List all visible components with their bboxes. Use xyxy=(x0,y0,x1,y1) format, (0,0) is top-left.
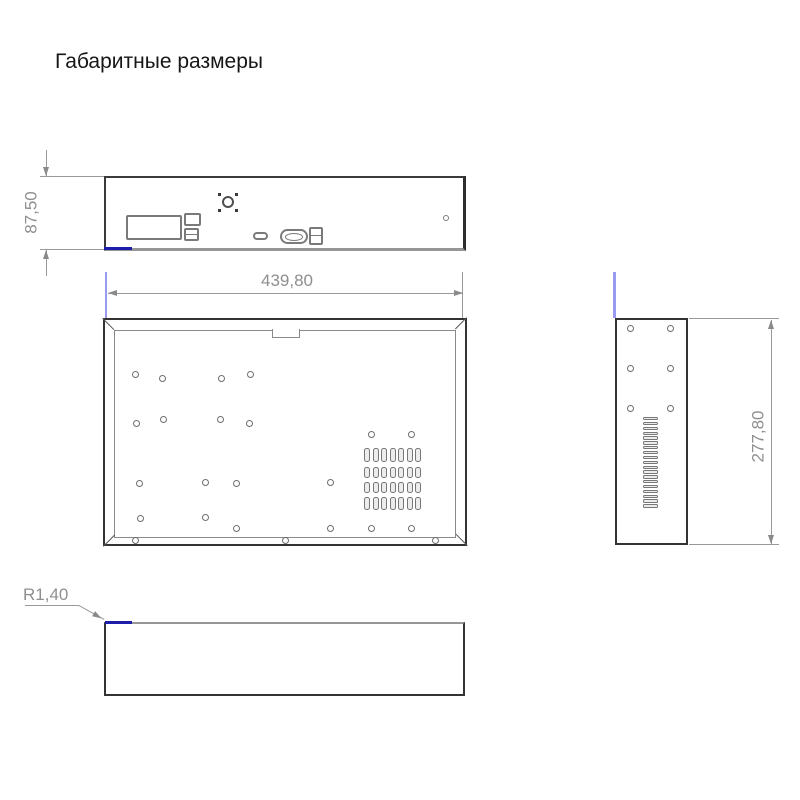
ring-screw-dot xyxy=(235,193,238,196)
vent-slot xyxy=(364,448,370,462)
fan-ring-icon xyxy=(222,196,234,208)
dim-arrow xyxy=(108,290,117,296)
vent-slot xyxy=(390,467,396,478)
screw-hole xyxy=(133,420,140,427)
top-view-inner-edge xyxy=(114,330,456,538)
screw-hole xyxy=(667,405,674,412)
top-edge-notch xyxy=(272,329,300,338)
vent-slot xyxy=(390,482,396,493)
screw-hole xyxy=(218,375,225,382)
vent-slot xyxy=(643,504,658,507)
ext-line-bottom xyxy=(689,544,779,545)
vent-slot xyxy=(415,482,421,493)
dim-line-horizontal xyxy=(108,293,463,294)
ring-screw-dot xyxy=(218,193,221,196)
vent-slot xyxy=(364,482,370,493)
height-dimension-label: 87,50 xyxy=(21,191,41,234)
screw-hole xyxy=(368,431,375,438)
vent-slot xyxy=(381,497,387,510)
vent-slot xyxy=(381,467,387,478)
screw-hole xyxy=(327,479,334,486)
screw-hole xyxy=(217,416,224,423)
ext-line-right xyxy=(462,272,463,318)
screw-hole xyxy=(233,480,240,487)
screw-hole xyxy=(327,525,334,532)
vent-slot xyxy=(364,497,370,510)
vent-slot xyxy=(415,497,421,510)
screw-hole xyxy=(202,514,209,521)
vent-slot xyxy=(398,448,404,462)
vent-slot xyxy=(643,441,658,444)
vent-slot xyxy=(398,482,404,493)
screw-hole xyxy=(136,480,143,487)
front-highlight-edge xyxy=(104,247,132,250)
vent-slot xyxy=(643,470,658,473)
vent-slot xyxy=(407,467,413,478)
small-port-lower xyxy=(184,228,199,241)
ring-screw-dot xyxy=(235,209,238,212)
vent-slot xyxy=(381,482,387,493)
screw-hole xyxy=(432,537,439,544)
vent-slot xyxy=(373,482,379,493)
width-dimension-label: 439,80 xyxy=(261,271,313,290)
vent-slot xyxy=(398,467,404,478)
vent-slot xyxy=(415,448,421,462)
screw-hole xyxy=(627,325,634,332)
vent-slot xyxy=(643,436,658,439)
vent-slot xyxy=(643,475,658,478)
page-title: Габаритные размеры xyxy=(55,50,263,73)
side-ext-line-highlighted xyxy=(613,272,616,318)
vga-connector-inner xyxy=(285,233,303,241)
screw-hole xyxy=(160,416,167,423)
vent-slot xyxy=(407,497,413,510)
vent-slot xyxy=(373,448,379,462)
screw-hole xyxy=(132,537,139,544)
usb-port xyxy=(253,232,268,240)
vent-slot xyxy=(643,495,658,498)
vent-slot xyxy=(373,467,379,478)
small-port-upper xyxy=(184,213,201,226)
depth-dimension-label: 277,80 xyxy=(748,410,768,463)
vent-slot xyxy=(643,466,658,469)
ext-line-top xyxy=(40,176,104,177)
screw-hole xyxy=(627,405,634,412)
screw-hole xyxy=(282,537,289,544)
ext-line-bottom xyxy=(40,249,104,250)
vent-slot xyxy=(643,490,658,493)
vent-slot xyxy=(407,482,413,493)
vent-slot xyxy=(373,497,379,510)
vent-slot xyxy=(643,417,658,420)
vent-slot xyxy=(643,461,658,464)
vent-slot xyxy=(643,427,658,430)
port-divider-line xyxy=(186,234,197,235)
stacked-port xyxy=(309,227,323,245)
dim-line-vertical xyxy=(771,320,772,544)
bottom-view-outline xyxy=(104,622,465,696)
vent-slot xyxy=(643,422,658,425)
vent-slot xyxy=(643,451,658,454)
screw-hole xyxy=(408,431,415,438)
vent-slot xyxy=(390,448,396,462)
screw-hole xyxy=(408,525,415,532)
screw-hole xyxy=(202,479,209,486)
screw-hole xyxy=(627,365,634,372)
leader-underline xyxy=(25,605,79,606)
leader-arrowhead xyxy=(92,611,103,621)
ext-line-top xyxy=(689,318,779,319)
port-divider-line xyxy=(311,235,321,236)
ring-screw-dot xyxy=(218,209,221,212)
vent-slot xyxy=(643,432,658,435)
vent-slot xyxy=(390,497,396,510)
led-hole xyxy=(443,215,449,221)
dim-arrow xyxy=(768,320,774,329)
screw-hole xyxy=(246,420,253,427)
vent-slot xyxy=(643,480,658,483)
screw-hole xyxy=(159,375,166,382)
screw-hole xyxy=(667,365,674,372)
screw-hole xyxy=(132,371,139,378)
radius-dimension-label: R1,40 xyxy=(23,585,69,604)
ext-line-left-highlighted xyxy=(105,272,107,319)
vent-slot xyxy=(643,456,658,459)
vent-slot xyxy=(415,467,421,478)
dim-arrow xyxy=(768,535,774,544)
vent-slot xyxy=(364,467,370,478)
vent-slot xyxy=(643,485,658,488)
dim-arrow xyxy=(43,167,49,176)
power-connector xyxy=(126,215,182,240)
vent-slot xyxy=(643,446,658,449)
screw-hole xyxy=(667,325,674,332)
vent-slot xyxy=(407,448,413,462)
dim-arrow xyxy=(43,250,49,259)
bottom-highlight-edge xyxy=(105,621,132,624)
screw-hole xyxy=(368,525,375,532)
vent-slot xyxy=(643,499,658,502)
vent-slot xyxy=(398,497,404,510)
screw-hole xyxy=(233,525,240,532)
vent-slot xyxy=(381,448,387,462)
screw-hole xyxy=(137,515,144,522)
screw-hole xyxy=(247,371,254,378)
